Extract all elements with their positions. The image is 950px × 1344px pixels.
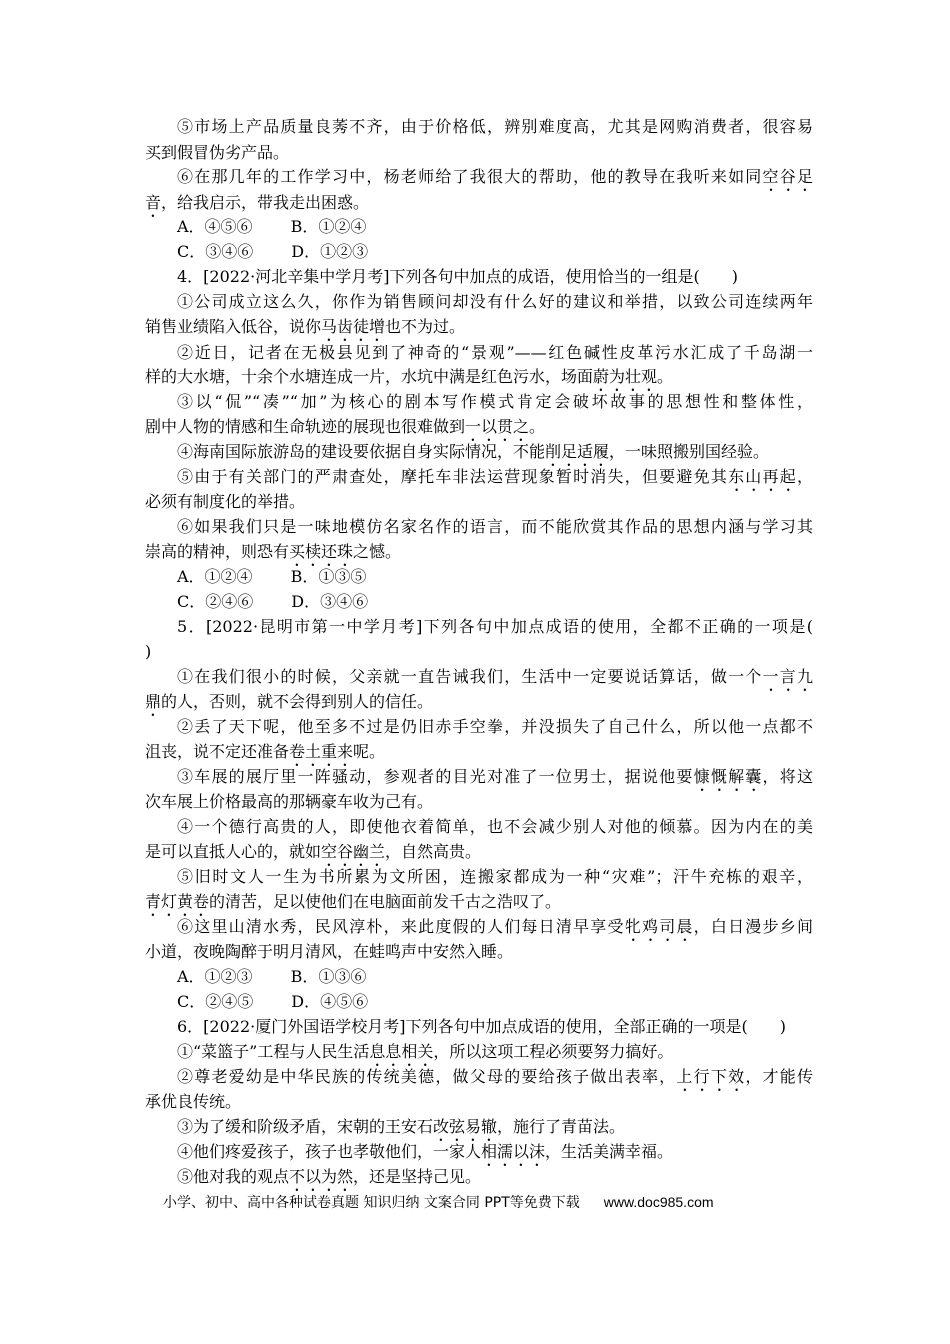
- dotted-idiom: 音: [145, 193, 162, 212]
- q6-item-2-line-1: [177, 1066, 813, 1088]
- text: 次车展上价格最高的那辆豪车收为己有。: [145, 792, 434, 811]
- q5-item-1-line-2: [145, 691, 813, 713]
- dotted-idiom: 慷慨解囊: [693, 767, 763, 786]
- dotted-idiom: 马齿徒增: [321, 317, 386, 336]
- text: ⑥如果我们只是一味地模仿名家名作的语言，而不能欣赏其作品的思想内涵与学习其: [177, 517, 813, 536]
- text: 沮丧，说不定还准备: [145, 742, 290, 761]
- text: 。: [657, 367, 674, 386]
- text: ②尊老爱幼是中华民族的传统美德，做父母的要给孩子做出表率，: [177, 1067, 677, 1086]
- q5-item-4-line-1: [177, 816, 813, 838]
- dotted-idiom: 一言九: [762, 667, 813, 686]
- dotted-idiom: 相濡以沫: [481, 1142, 546, 1161]
- q6-item-1: [177, 1041, 813, 1063]
- q3-item-6-line-1: [177, 166, 813, 188]
- option-c: C．②④⑤: [177, 992, 254, 1011]
- dotted-idiom: 不以为然: [289, 1167, 354, 1186]
- q4-item-2-line-1: [177, 342, 813, 364]
- text: ，施行了青苗法。: [497, 1117, 626, 1136]
- text: 是可以直抵人心的，就如: [145, 842, 322, 861]
- q4-options-row-1: [177, 566, 813, 588]
- q5-item-1-line-1: [177, 666, 813, 688]
- q4-item-1-line-2: [145, 316, 813, 338]
- text: ①在我们很小的时候，父亲就一直告诫我们，生活中一定要说话算话，做一个: [177, 667, 763, 686]
- q4-stem: [177, 266, 813, 288]
- text: 。: [529, 417, 546, 436]
- option-d: D．④⑤⑥: [291, 992, 369, 1011]
- q4-item-5-line-2: [145, 491, 813, 513]
- option-d: D．①②③: [291, 242, 369, 261]
- q5-item-6-line-2: [145, 941, 813, 963]
- text: 4．[2022·河北辛集中学月考]下列各句中加点的成语，使用恰当的一组是( ): [177, 267, 738, 286]
- footer-url-link[interactable]: www.doc985.com: [603, 1194, 714, 1210]
- text: 的人，否则，就不会得到别人的信任。: [161, 692, 434, 711]
- option-a: A．④⑤⑥: [177, 217, 253, 236]
- q5-item-2-line-1: [177, 716, 813, 738]
- q5-item-2-line-2: [145, 741, 813, 763]
- q3-item-5-line-1: [177, 116, 813, 138]
- option-d: D．③④⑥: [291, 592, 369, 611]
- text: ，白日漫步乡间: [693, 917, 813, 936]
- option-b: B．①②④: [290, 217, 367, 236]
- q6-item-4: [177, 1141, 813, 1163]
- q4-options-row-2: [177, 591, 813, 613]
- q4-item-4: [177, 441, 813, 463]
- q4-item-1-line-1: [177, 291, 813, 313]
- q5-item-3-line-1: [177, 766, 813, 788]
- option-b: B．①③⑤: [290, 567, 367, 586]
- dotted-idiom: 卷土重来: [289, 742, 354, 761]
- option-c: C．②④⑥: [177, 592, 254, 611]
- q3-item-5-line-2: [145, 142, 813, 164]
- dotted-idiom: 买椟还珠: [289, 542, 354, 561]
- q4-item-3-line-2: [145, 416, 813, 438]
- q5-item-3-line-2: [145, 791, 813, 813]
- option-b: B．①③⑥: [290, 967, 367, 986]
- text: ，所以这项工程必须要努力搞好。: [433, 1042, 674, 1061]
- dotted-idiom: 空谷足: [762, 167, 813, 186]
- dotted-idiom: 改弦易辙: [433, 1117, 498, 1136]
- q4-item-6-line-2: [145, 541, 813, 563]
- option-a: A．①②③: [177, 967, 253, 986]
- q3-options-row-2: [177, 241, 813, 263]
- text: ②丢了天下呢，他至多不过是仍旧赤手空拳，并没损失了自己什么，所以他一点都不: [177, 717, 813, 736]
- option-a: A．①②④: [177, 567, 253, 586]
- q4-item-5-line-1: [177, 466, 813, 488]
- text: ，生活美满幸福。: [545, 1142, 674, 1161]
- text: 样的大水塘，十余个水塘连成一片，水坑中满是红色污水，场面: [145, 367, 594, 386]
- text: 小道，夜晚陶醉于明月清风，在蛙鸣声中安然入睡。: [145, 942, 514, 961]
- dotted-idiom: 东山再起: [728, 467, 797, 486]
- dotted-idiom: 蔚为壮观: [593, 367, 658, 386]
- text: 崇高的精神，则恐有: [145, 542, 290, 561]
- text: ③为了缓和阶级矛盾，宋朝的王安石: [177, 1117, 434, 1136]
- text: ⑤他对我的观点: [177, 1167, 290, 1186]
- q5-stem-line-2: [145, 641, 813, 663]
- text: ②近日，记者在无极县见到了神奇的“景观”——红色碱性皮革污水汇成了千岛湖一: [177, 343, 813, 362]
- text: 的清苦，足以使他们在电脑面前发千古之浩叹了。: [209, 892, 562, 911]
- dotted-idiom: 牝鸡司晨: [624, 917, 694, 936]
- q5-item-4-line-2: [145, 841, 813, 863]
- text: 呢。: [353, 742, 386, 761]
- text: 之憾。: [353, 542, 402, 561]
- footer-text: 小学、初中、高中各种试卷真题 知识归纳 文案合同 PPT等免费下载: [163, 1195, 580, 1211]
- dotted-idiom: 鼎: [145, 692, 162, 711]
- page-footer: [163, 1192, 803, 1213]
- q5-options-row-1: [177, 966, 813, 988]
- text: ，给我启示，带我走出困惑。: [161, 193, 370, 212]
- text: ，将这: [762, 767, 813, 786]
- text: ): [145, 642, 152, 661]
- text: 必须有制度化的举措。: [145, 492, 306, 511]
- q5-stem-line-1: [177, 616, 813, 638]
- text: ，: [796, 467, 813, 486]
- text: ，一味照搬别国经验。: [609, 442, 770, 461]
- text: ，自然高贵。: [385, 842, 482, 861]
- dotted-idiom: 息息相关: [369, 1042, 434, 1061]
- text: ⑥在那几年的工作学习中，杨老师给了我很大的帮助，他的教导在我听来如同: [177, 167, 763, 186]
- text: ⑤由于有关部门的严肃查处，摩托车非法运营现象暂时消失，但要避免其: [177, 467, 729, 486]
- dotted-idiom: 空谷幽兰: [321, 842, 386, 861]
- q3-options-row-1: [177, 216, 813, 238]
- text: ①公司成立这么久，你作为销售顾问却没有什么好的建议和举措，以致公司连续两年: [177, 292, 813, 311]
- dotted-idiom: 削足适履: [545, 442, 610, 461]
- option-c: C．③④⑥: [177, 242, 254, 261]
- text: ⑤旧时文人一生为书所累为文所困，连搬家都成为一种“灾难”；汗牛充栋的艰辛，: [177, 867, 813, 886]
- text: ④一个德行高贵的人，即使他衣着简单，也不会减少别人对他的倾慕。因为内在的美: [177, 817, 813, 836]
- dotted-idiom: 一以贯之: [465, 417, 530, 436]
- q6-stem: [177, 1016, 813, 1038]
- q6-item-3: [177, 1116, 813, 1138]
- q4-item-3-line-1: [177, 391, 813, 413]
- q5-options-row-2: [177, 991, 813, 1013]
- q3-item-6-line-2: [145, 192, 813, 214]
- q6-item-5: [177, 1166, 813, 1188]
- text: 承优良传统。: [145, 1092, 242, 1111]
- text: 6．[2022·厦门外国语学校月考]下列各句中加点成语的使用，全部正确的一项是( ): [177, 1017, 786, 1036]
- text: 剧中人物的情感和生命轨迹的展现也很难做到: [145, 417, 466, 436]
- text: ⑤市场上产品质量良莠不齐，由于价格低，辨别难度高，尤其是网购消费者，很容易: [177, 117, 813, 136]
- text: ③车展的展厅里一阵骚动，参观者的目光对准了一位男士，据说他要: [177, 767, 694, 786]
- dotted-idiom: 上行下效: [676, 1067, 746, 1086]
- text: 也不为过。: [385, 317, 466, 336]
- q6-item-2-line-2: [145, 1091, 813, 1113]
- dotted-idiom: 青灯黄卷: [145, 892, 210, 911]
- text: ③以“侃”“凑”“加”为核心的剧本写作模式肯定会破坏故事的思想性和整体性，: [177, 392, 813, 411]
- text: ④他们疼爱孩子，孩子也孝敬他们，一家人: [177, 1142, 482, 1161]
- text: ④海南国际旅游岛的建设要依据自身实际情况，不能: [177, 442, 546, 461]
- text: ，还是坚持己见。: [353, 1167, 482, 1186]
- q4-item-6-line-1: [177, 516, 813, 538]
- q4-item-2-line-2: [145, 366, 813, 388]
- q5-item-5-line-1: [177, 866, 813, 888]
- text: 销售业绩陷入低谷，说你: [145, 317, 322, 336]
- q5-item-5-line-2: [145, 891, 813, 913]
- text: ⑥这里山清水秀，民风淳朴，来此度假的人们每日清早享受: [177, 917, 625, 936]
- text: ，才能传: [745, 1067, 813, 1086]
- text: 5．[2022·昆明市第一中学月考]下列各句中加点成语的使用，全都不正确的一项是(: [177, 617, 813, 636]
- text: ①“菜篮子”工程与人民生活: [177, 1042, 370, 1061]
- q5-item-6-line-1: [177, 916, 813, 938]
- text: 买到假冒伪劣产品。: [145, 143, 290, 162]
